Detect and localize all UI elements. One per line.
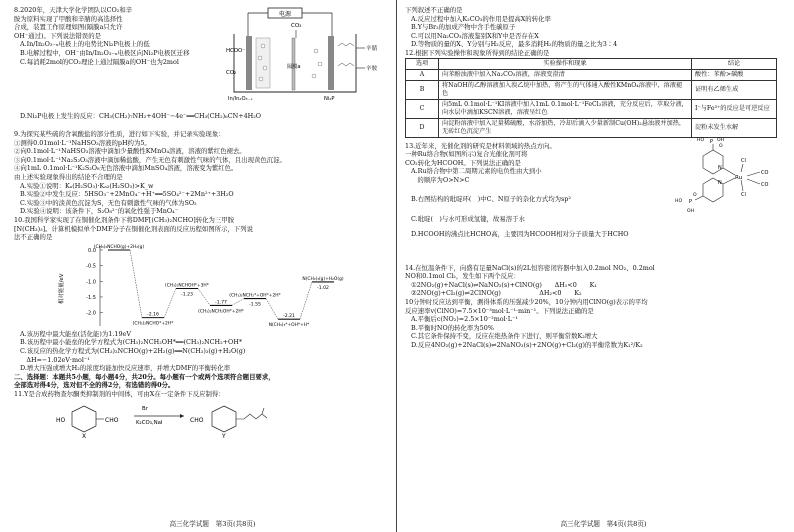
reagent-br: Br (142, 406, 148, 413)
page-4-footer: 高三化学试题 第4页(共8页) (560, 520, 647, 528)
energy-level-label: (CH₃)₂NCHO(g)+2H₂(g) (93, 244, 145, 250)
table-row (406, 118, 777, 137)
q10-option-a: A.该历程中最大能垒(活化能)为1.19eV (20, 329, 131, 338)
q13-option-d: D.HCOOH的沸点比HCHO高，主要因为HCOOH相对分子质量大于HCHO (411, 229, 629, 238)
q14-eq1: ①2NO₂(g)+NaCl(s)⇌NaNO₃(s)+ClNO(g) ΔH₁<0 K₁ (411, 280, 597, 289)
q9-option-d: D.实验④说明：该条件下，S₂O₈²⁻的氧化性强于MnO₄⁻ (20, 207, 179, 216)
q12-header-conclusion: 结论 (692, 58, 777, 69)
q12-row-a-operation: 向苯酚浊液中加入Na₂CO₃溶液，溶液变澄清 (439, 69, 692, 80)
q12-row-d-operation: 向淀粉溶液中加入足量稀硫酸，水浴加热，冷却后滴入少量新制Cu(OH)₂悬浊液并加热，无砖红色沉淀产生 (439, 118, 692, 137)
level-connector (164, 288, 176, 317)
q13-option-a: A.Ru络合物中第二周期元素的电负性由大到小 (411, 167, 542, 176)
electrolysis-diagram (224, 6, 394, 102)
q12-row-c-operation: 向5mL 0.1mol·L⁻¹KI溶液中加入1mL 0.1mol·L⁻¹FeCl₃溶液，充分反应后，萃取分液，向水层中滴加KSCN溶液，溶液呈红色 (439, 99, 692, 118)
table-row (406, 80, 777, 99)
q9-option-a: A.实验①说明：Kₐ(H₂SO₃)·Kₐ₂(H₂SO₃)>K_w (20, 181, 154, 190)
co2-label: CO (761, 181, 769, 188)
energy-level-label: (CH₃)₂NCH₂OH*+2H* (198, 309, 244, 315)
q9-ask: 由上述实验现象得出的结论不合理的是 (14, 172, 123, 181)
reagent-base: K₂CO₃,NaI (136, 420, 163, 427)
level-connector (300, 282, 312, 319)
chart-ylabel: 相对能量/eV (59, 273, 65, 304)
q13-stem-1: 13.近年来，光催化剂的研究是材料领域的热点方向。 (405, 141, 556, 150)
question-14 (405, 264, 784, 350)
o2-label: O (693, 192, 697, 198)
p1-label: P (710, 138, 714, 145)
q12-row-a-option: A (406, 69, 439, 80)
q8-option-c: C.每消耗2mol的CO₂理论上通过隔膜a的OH⁻也为2mol (20, 57, 179, 66)
q8-stem-4: OH⁻通过)。下列说法错误的是 (14, 31, 101, 40)
co2-top-label: CO₂ (291, 23, 302, 29)
y-cho-label: CHO (190, 417, 204, 425)
q12-row-b-option: B (406, 80, 439, 99)
q11-cont-stem: 下列叙述不正确的是 (405, 6, 463, 14)
ho2-label: HO (675, 198, 683, 204)
q14-option-a: A.平衡后c(NO₂)=2.5×10⁻²mol·L⁻¹ (411, 315, 518, 324)
q13-option-a-2: 的顺序为O>N>C (411, 175, 470, 184)
x-cho-label: CHO (105, 417, 119, 425)
energy-level-label: N(CH₃)₃*+OH*+H* (268, 322, 310, 328)
left-electrode-label: In/In₂O₃₋ₓ (228, 96, 253, 102)
energy-value-label: -1.55 (249, 302, 261, 308)
oh1-label: OH (717, 137, 725, 143)
q13-stem-3: CO₂转化为HCOOH。下列说法正确的是 (405, 158, 521, 167)
benzene-ring-y (212, 406, 236, 432)
energy-level-label: N(CH₃)₃(g)+H₂O(g) (302, 276, 344, 282)
level-connector (232, 298, 244, 305)
level-connector (198, 288, 210, 305)
q9-step-1: ①测得0.01mol·L⁻¹NaHSO₃溶液的pH约为5。 (14, 138, 151, 147)
left-electrode (246, 36, 252, 90)
q8-option-d: D.Ni₂P电极上发生的反应：CH₃(CH₂)₇NH₂+4OH⁻−4e⁻══CH₃(CH₂)₆CN+4H₂O (20, 112, 262, 120)
ho1-label: HO (697, 137, 705, 143)
q14-body-1: 10分钟时反应达到平衡，测得体系的压强减少20%，10分钟内用ClNO(g)表示的平均 (405, 297, 648, 306)
q10-option-d: D.增大压强或增大H₂的浓度均能加快反应速率，并增大DMF的平衡转化率 (20, 364, 231, 373)
q10-option-c: C.该反应的热化学方程式为(CH₃)₂NCHO(g)+2H₂(g)══N(CH₃)₃(g)+H₂O(g) (20, 346, 246, 355)
q12-stem: 12.根据下列实验操作和现象所得到的结论正确的是 (405, 48, 550, 57)
amine-label: 辛胺 (366, 66, 378, 72)
x-ho-label: HO (56, 417, 66, 425)
q12-header-option: 选项 (406, 58, 439, 69)
q11-reaction-scheme (44, 398, 344, 438)
hcoo-label: HCOO⁻ (226, 48, 246, 54)
energy-value-label: -2.16 (147, 312, 159, 318)
power-label: 电源 (278, 11, 292, 18)
o1-label: O (719, 143, 723, 149)
nitrile-label: 辛腈 (366, 46, 378, 52)
q12-row-c-option: C (406, 99, 439, 118)
oh2-label: OH (687, 208, 695, 214)
q9-step-3: ③向0.1mol·L⁻¹Na₂S₂O₃溶液中滴加稀盐酸，产生无色有刺激性气味的气体，且出现黄色沉淀。 (14, 155, 286, 164)
q8-stem-2: 胺为原料实现了甲酸和辛腈的高选择性 (14, 14, 123, 23)
q10-stem-2: [N(CH₃)₃]。计算机模拟单个DMF分子在铜催化剂表面的反应历程如图所示，下列说 (14, 224, 253, 233)
q9-stem: 9.为探究某些硫的含氧酸盐的部分性质，进行如下实验，并记录实验现象： (14, 130, 225, 138)
energy-value-label: -1.23 (181, 292, 193, 298)
question-10 (14, 216, 391, 373)
q14-eq2: ②2NO(g)+Cl₂(g)⇌2ClNO(g) ΔH₂<0 K₂ (411, 289, 582, 298)
q8-option-a: A.In/In₂O₃₋ₓ电极上的电势比Ni₂P电极上的低 (20, 40, 150, 49)
energy-level-label: (CH₃)₂NCHOH*+3H* (165, 283, 209, 289)
q14-body-2: 反应速率v(ClNO)=7.5×10⁻³mol·L⁻¹·min⁻¹。下列说法正确的是 (405, 306, 594, 315)
q12-row-d-conclusion: 淀粉未发生水解 (692, 118, 777, 137)
q14-option-c: C.其它条件保持不变，反应在绝热条件下进行，则平衡常数K₂增大 (411, 332, 598, 341)
energy-value-label: -1.77 (215, 300, 227, 306)
question-9 (14, 130, 391, 216)
q10-stem-1: 10.我国科学家实现了在铜催化剂条件下将DMF[(CH₃)₂NCHO]转化为三甲胺 (14, 215, 235, 224)
q11-option-c: C.可以用Na₂CO₃溶液鉴别X和Y中是否存在X (411, 31, 539, 40)
x-label: X (82, 433, 87, 439)
co1-label: CO (761, 169, 769, 176)
energy-value-label: -2.21 (283, 313, 295, 319)
table-row (406, 99, 777, 118)
q10-option-c-dh: ΔH=−1.02eV·mol⁻¹ (20, 355, 90, 364)
ru-complex-structure (673, 136, 783, 216)
cl1-label: Cl (741, 157, 746, 164)
q8-stem-3: 合成，装置工作原理如图(隔膜a只允许 (14, 23, 123, 32)
level-connector (130, 250, 142, 318)
section-2-heading-2: 全部选对得4分，选对但不全的得2分，有选错的得0分。 (14, 381, 175, 390)
q11-option-d: D.等物质的量的X、Y分别与H₂反应，最多消耗H₂的物质的量之比为3∶4 (411, 40, 618, 49)
y-tick-label: -2.0 (86, 310, 96, 317)
n2-label: N (718, 179, 722, 186)
p2-label: P (689, 198, 693, 205)
q12-table (405, 58, 777, 138)
q10-option-b: B.该历程中最小能垒的化学方程式为(CH₃)₂NCH₂OH*══(CH₃)₂NCH₂+OH* (20, 338, 243, 347)
energy-level-label: (CH₃)₂NCHO*+2H* (132, 321, 174, 327)
q13-option-b: B.右图结构的吡啶环( )中C、N原子的杂化方式均为sp² (411, 194, 571, 203)
q13-option-c: C.吡啶( )与水可形成氢键，故易溶于水 (411, 215, 525, 224)
q14-option-d: D.反应4NO₂(g)+2NaCl(s)⇌2NaNO₃(s)+2NO(g)+Cl₂(g)的平衡常数为K₁²/K₂ (411, 340, 643, 349)
q12-row-b-operation: 将NaOH的乙醇溶液加入溴乙烷中加热，将产生的气体通入酸性KMnO₄溶液中，溶液褪色 (439, 80, 692, 99)
q8-stem-1: 8.2020年，天津大学化学团队以CO₂和辛 (14, 6, 133, 14)
y-tick-label: 0.0 (88, 247, 96, 254)
y-tick-label: -1.5 (86, 294, 96, 301)
page-4 (397, 0, 794, 532)
q8-option-b: B.电解过程中，OH⁻由In/In₂O₃₋ₓ电极区向Ni₂P电极区迁移 (20, 48, 190, 57)
q9-step-2: ②向0.1mol·L⁻¹NaHSO₃溶液中滴加少量酸性KMnO₄溶液，溶液的紫红色褪去。 (14, 147, 246, 156)
energy-profile-chart (54, 242, 354, 330)
energy-value-label: -1.02 (317, 285, 329, 291)
q13-stem-2: 一种Ru络合物(如图所示)复合光催化剂可将 (405, 150, 528, 159)
table-row (406, 69, 777, 80)
page-3-footer: 高三化学试题 第3页(共8页) (169, 520, 256, 528)
membrane-label: 隔膜a (287, 64, 301, 70)
ru-label: Ru (735, 174, 743, 181)
q9-option-b: B.实验②中发生反应：5HSO₃⁻+2MnO₄⁻+H⁺══5SO₄²⁻+2Mn²⁺+3H₂O (20, 190, 234, 199)
q10-stem-3: 法不正确的是 (14, 233, 53, 242)
q14-option-b: B.平衡时NO的转化率为50% (411, 323, 494, 332)
benzene-ring-x (72, 406, 96, 432)
q14-stem-2: NO和0.1mol Cl₂，发生如下两个反应： (405, 272, 520, 281)
question-13 (405, 137, 784, 264)
q12-row-b-conclusion: 证明有乙烯生成 (692, 80, 777, 99)
y-tick-label: -0.5 (86, 263, 96, 270)
q12-header-operation: 实验操作和现象 (439, 58, 692, 69)
q11-option-a: A.反应过程中加入K₂CO₃的作用是提高X的转化率 (411, 14, 551, 23)
right-electrode-label: Ni₂P (324, 96, 335, 102)
y-label: Y (222, 433, 226, 439)
q12-row-d-option: D (406, 118, 439, 137)
q12-row-a-conclusion: 酸性：苯酚>碳酸 (692, 69, 777, 80)
q12-row-c-conclusion: I⁻与Fe³⁺的反应是可逆反应 (692, 99, 777, 118)
co2-left-label: CO₂ (226, 70, 237, 76)
section-2-heading: 二、选择题：本题共5小题，每小题4分，共20分。每小题有一个或两个选项符合题目要求， (14, 372, 275, 381)
right-electrode (328, 36, 334, 90)
energy-level-label: (CH₃)₂NCH₂*+OH*+2H* (229, 293, 281, 299)
question-8 (14, 6, 391, 128)
cl2-label: Cl (741, 191, 746, 198)
y-side-chain (236, 408, 267, 419)
level-connector (266, 298, 278, 319)
q14-stem-1: 14.在恒温条件下，向盛有足量NaCl(s)的2L恒容密闭容器中加入0.2mol NO₂、0.2mol (405, 263, 655, 272)
q11-stem: 11.Y是合成药物查尔酮类抑制剂的中间体，可由X在一定条件下反应制得： (14, 389, 225, 398)
q9-option-c: C.实验③中的淡黄色沉淀为S，无色有刺激性气味的气体为SO₂ (20, 198, 197, 207)
y-tick-label: -1.0 (86, 279, 96, 286)
q9-step-4: ④向1mL 0.1mol·L⁻¹K₂S₂O₈无色溶液中滴加MnSO₄溶液，溶液变为紫红色。 (14, 164, 238, 173)
q11-option-b: B.Y与Br₂的加成产物中含手性碳原子 (411, 23, 516, 32)
n1-label: N (718, 164, 722, 171)
